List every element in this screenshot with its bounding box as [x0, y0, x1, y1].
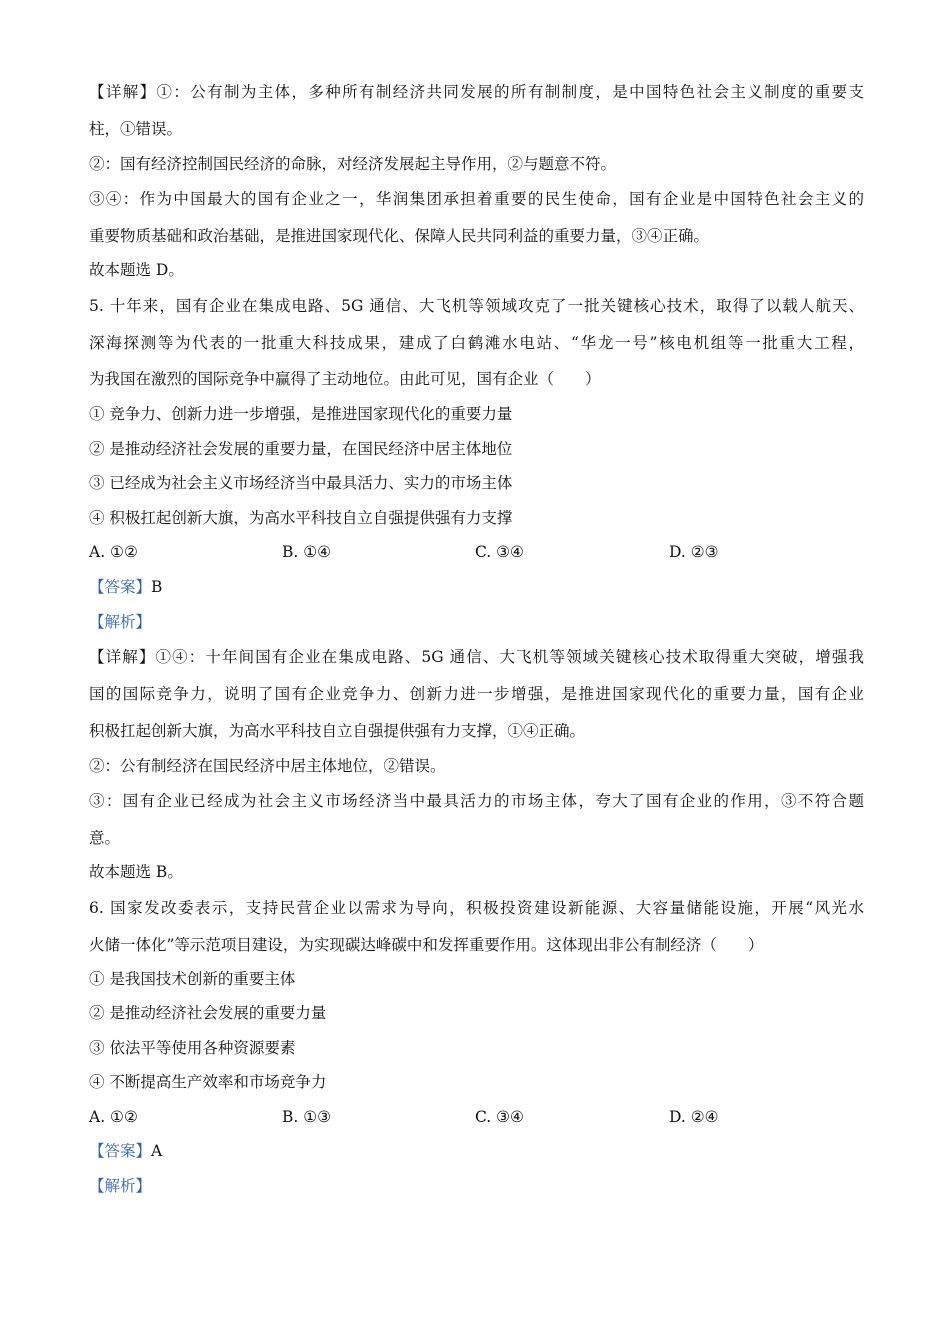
analysis-tag: 【解析】 — [89, 613, 152, 631]
option-c[interactable]: C. ③④ — [475, 1108, 524, 1126]
option-b[interactable]: B. ①④ — [282, 543, 332, 561]
answer-line — [89, 1140, 864, 1162]
analysis-tag: 【解析】 — [89, 1177, 152, 1195]
detail-line: 【详解】①④：十年间国有企业在集成电路、5G 通信、大飞机等领域关键核心技术取得重大突破，增强我 — [89, 648, 864, 666]
question-6-stem: 6. 国家发改委表示，支持民营企业以需求为导向，积极投资建设新能源、大容量储能设施，开展“风光水 — [89, 899, 864, 917]
statement-item: ④ 积极扛起创新大旗，为高水平科技自立自强提供强有力支撑 — [89, 509, 513, 527]
detail-line: ②：国有经济控制国民经济的命脉，对经济发展起主导作用，②与题意不符。 — [89, 155, 617, 173]
option-b[interactable]: B. ①③ — [282, 1108, 332, 1126]
detail-tag: 【详解】 — [89, 83, 157, 101]
answer-value: A — [151, 1142, 163, 1160]
conclusion-line: 故本题选 B。 — [89, 863, 183, 881]
detail-line: 国的国际竞争力，说明了国有企业竞争力、创新力进一步增强，是推进国家现代化的重要力量，国有企业 — [89, 685, 864, 703]
option-a[interactable]: A. ①② — [89, 1108, 138, 1126]
option-d[interactable]: D. ②③ — [669, 543, 719, 561]
detail-line: 【详解】①：公有制为主体，多种所有制经济共同发展的所有制制度，是中国特色社会主义制度的重要支 — [89, 83, 864, 101]
statement-item: ③ 已经成为社会主义市场经济当中最具活力、实力的市场主体 — [89, 474, 513, 492]
detail-line: ③④：作为中国最大的国有企业之一，华润集团承担着重要的民生使命，国有企业是中国特色社会主义的 — [89, 190, 864, 208]
statement-item: ① 是我国技术创新的重要主体 — [89, 970, 296, 988]
question-5-stem: 深海探测等为代表的一批重大科技成果，建成了白鹤滩水电站、“华龙一号”核电机组等一批重大工程， — [89, 334, 864, 352]
statement-item: ④ 不断提高生产效率和市场竞争力 — [89, 1073, 327, 1091]
detail-line: 柱，①错误。 — [89, 120, 183, 138]
answer-line — [89, 576, 864, 598]
detail-line: 积极扛起创新大旗，为高水平科技自立自强提供强有力支撑，①④正确。 — [89, 722, 586, 740]
conclusion-line: 故本题选 D。 — [89, 261, 184, 279]
statement-item: ② 是推动经济社会发展的重要力量，在国民经济中居主体地位 — [89, 440, 513, 458]
question-5-stem: 5. 十年来，国有企业在集成电路、5G 通信、大飞机等领域攻克了一批关键核心技术，取得了以载人航天、 — [89, 297, 864, 315]
answer-tag: 【答案】 — [89, 578, 152, 596]
detail-line: 重要物质基础和政治基础，是推进国家现代化、保障人民共同利益的重要力量，③④正确。 — [89, 227, 710, 245]
question-5-stem: 为我国在激烈的国际竞争中赢得了主动地位。由此可见，国有企业（ ） — [89, 370, 601, 388]
option-c[interactable]: C. ③④ — [475, 543, 524, 561]
answer-tag: 【答案】 — [89, 1142, 152, 1160]
option-d[interactable]: D. ②④ — [669, 1108, 719, 1126]
detail-line: 意。 — [89, 829, 121, 847]
statement-item: ③ 依法平等使用各种资源要素 — [89, 1039, 296, 1057]
detail-line: ③：国有企业已经成为社会主义市场经济当中最具活力的市场主体，夸大了国有企业的作用，③不符合题 — [89, 792, 864, 810]
option-a[interactable]: A. ①② — [89, 543, 138, 561]
question-6-stem: 火储一体化”等示范项目建设，为实现碳达峰碳中和发挥重要作用。这体现出非公有制经济（ ） — [89, 936, 764, 954]
detail-tag: 【详解】 — [89, 648, 156, 666]
answer-value: B — [151, 578, 163, 596]
statement-item: ② 是推动经济社会发展的重要力量 — [89, 1004, 327, 1022]
detail-line: ②：公有制经济在国民经济中居主体地位，②错误。 — [89, 757, 446, 775]
statement-item: ① 竞争力、创新力进一步增强，是推进国家现代化的重要力量 — [89, 405, 513, 423]
